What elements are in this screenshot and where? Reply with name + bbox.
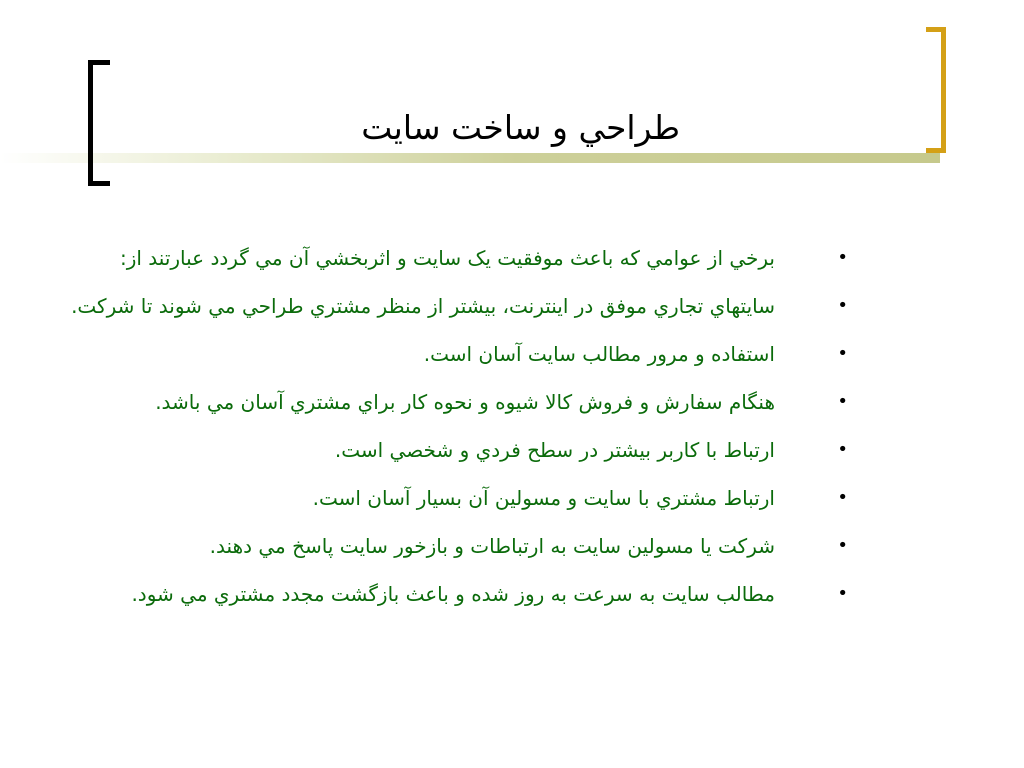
bullet-text: مطالب سايت به سرعت به روز شده و باعث بازگشت مجدد مشتري مي شود. — [131, 582, 775, 606]
bullet-dot-icon: • — [837, 487, 848, 508]
bullet-text: شركت يا مسولين سايت به ارتباطات و بازخور سايت پاسخ مي دهند. — [209, 534, 775, 558]
bullet-list — [70, 238, 848, 622]
bullet-item — [70, 574, 848, 614]
bullet-dot-icon: • — [837, 439, 848, 460]
slide-title: طراحي و ساخت سايت — [361, 108, 680, 147]
bullet-item — [70, 430, 848, 470]
bullet-text: هنگام سفارش و فروش كالا شيوه و نحوه كار براي مشتري آسان مي باشد. — [155, 390, 775, 414]
bullet-text: ارتباط با كاربر بيشتر در سطح فردي و شخصي است. — [334, 438, 775, 462]
title-divider-line — [0, 153, 940, 163]
bullet-item — [70, 286, 848, 326]
bullet-dot-icon: • — [837, 535, 848, 556]
bullet-item — [70, 526, 848, 566]
bullet-text: سايتهاي تجاري موفق در اينترنت، بيشتر از منظر مشتري طراحي مي شوند تا شركت. — [71, 294, 775, 318]
bullet-dot-icon: • — [837, 343, 848, 364]
bullet-text: استفاده و مرور مطالب سايت آسان است. — [423, 342, 775, 366]
bullet-dot-icon: • — [837, 391, 848, 412]
bullet-item — [70, 238, 848, 278]
bullet-item — [70, 478, 848, 518]
bullet-dot-icon: • — [837, 583, 848, 604]
bullet-dot-icon: • — [837, 295, 848, 316]
bullet-text: برخي از عوامي كه باعث موفقيت يک سايت و اثربخشي آن مي گردد عبارتند از: — [119, 246, 775, 270]
bullet-text: ارتباط مشتري با سايت و مسولين آن بسيار آسان است. — [312, 486, 775, 510]
bullet-item — [70, 334, 848, 374]
right-bracket-decoration — [926, 27, 946, 153]
bullet-item — [70, 382, 848, 422]
left-bracket-decoration — [88, 60, 110, 186]
bullet-dot-icon: • — [837, 247, 848, 268]
